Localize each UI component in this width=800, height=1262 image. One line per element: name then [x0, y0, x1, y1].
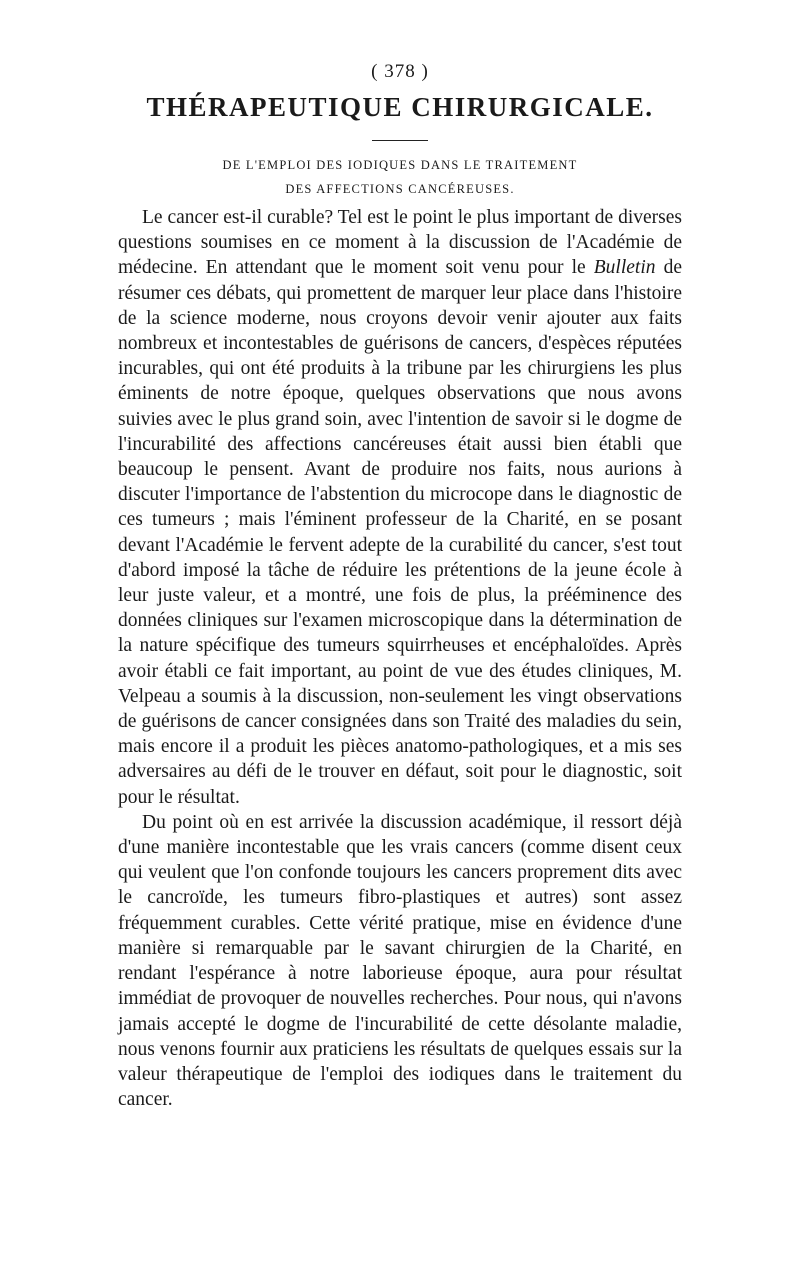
section-title: THÉRAPEUTIQUE CHIRURGICALE. — [146, 92, 654, 122]
subtitle-line-2: DES AFFECTIONS CANCÉREUSES. — [285, 182, 515, 196]
subtitle-line-1: DE L'EMPLOI DES IODIQUES DANS LE TRAITEMENT — [222, 158, 578, 172]
paragraph-1 — [118, 205, 682, 810]
title-divider — [372, 140, 428, 141]
page-number: ( 378 ) — [371, 61, 429, 82]
paragraph-2: Du point où en est arrivée la discussion académique, il ressort déjà d'une manière incontestable que les vrais cancers (comme disent ceux qui veulent que l'on confonde toujours les cancers proprement dits avec le cancroïde, les tumeurs fibro-plastiques et autres) sont assez fréquemment curables. Cette vérité pratique, mise en évidence d'une manière si remarquable par le savant chirurgien de la Charité, en rendant l'espérance à notre laborieuse époque, aura pour résultat immédiat de provoquer de nouvelles recherches. Pour nous, qui n'avons jamais accepté le dogme de l'incurabilité de cette désolante maladie, nous venons fournir aux praticiens les résultats de quelques essais sur la valeur thérapeutique de l'emploi des iodiques dans le traitement du cancer. — [118, 811, 682, 1111]
book-page — [118, 58, 682, 1112]
article-body — [118, 205, 682, 1112]
paragraph-1-start: Le cancer est-il curable? Tel est le point le plus important de diverses questions soumises en ce moment à la discussion de l'Académie de médecine. En attendant que le moment soit venu pour le — [118, 207, 682, 279]
article-subtitle — [118, 153, 682, 201]
paragraph-1-rest: de résumer ces débats, qui promettent de marquer leur place dans l'histoire de la science moderne, nous croyons devoir venir ajouter aux faits nombreux et incontestables de guérisons de cancers, d'espèces réputées incurables, qui ont été produits à la tribune par les chirurgiens les plus éminents de notre époque, quelques observations que nous avons suivies avec le plus grand soin, avec l'intention de savoir si le dogme de l'incurabilité des affections cancéreuses était aussi bien établi que beaucoup le pensent. Avant de produire nos faits, nous aurions à discuter l'importance de l'abstention du microcope dans le diagnostic de ces tumeurs ; mais l'éminent professeur de la Charité, en se posant devant l'Académie le fervent adepte de la curabilité du cancer, s'est tout d'abord imposé la tâche de réduire les prétentions de la jeune école à leur juste valeur, et a montré, une fois de plus, la prééminence des données cliniques sur l'examen microscopique dans la détermination de la nature spécifique des tumeurs squirrheuses et encéphaloïdes. Après avoir établi ce fait important, au point de vue des études cliniques, M. Velpeau a soumis à la discussion, non-seulement les vingt observations de guérisons de cancer consignées dans son Traité des maladies du sein, mais encore il a produit les pièces anatomo-pathologiques, et a mis ses adversaires au défi de le trouver en défaut, soit pour le diagnostic, soit pour le résultat. — [118, 257, 683, 808]
bulletin-italic: Bulletin — [593, 257, 656, 279]
